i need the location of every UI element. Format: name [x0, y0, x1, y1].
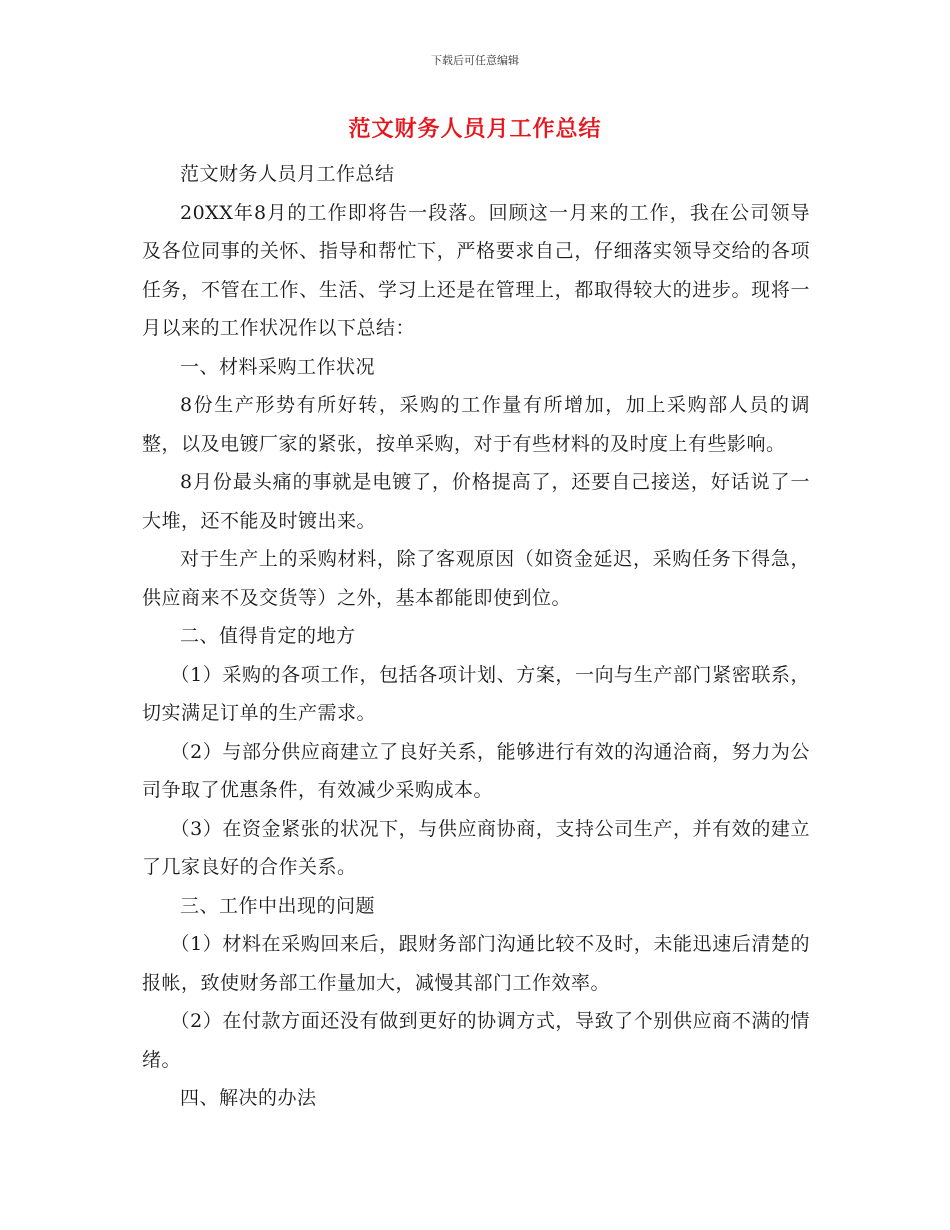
paragraph: 范文财务人员月工作总结 [180, 163, 395, 185]
paragraph: 20XX年8月的工作即将告一段落。回顾这一月来的工作，我在公司领导及各位同事的关怀、指导和帮忙下，严格要求自己，仔细落实领导交给的各项任务，不管在工作、生活、学习上还是在管理上，都取得较大的进步。现将一月以来的工作状况作以下总结： [142, 201, 810, 339]
paragraph: 对于生产上的采购材料，除了客观原因（如资金延迟，采购任务下得急，供应商来不及交货等）之外，基本都能即使到位。 [142, 548, 810, 609]
section-heading: 二、值得肯定的地方 [180, 625, 356, 647]
paragraph: 8月份最头痛的事就是电镀了，价格提高了，还要自己接送，好话说了一大堆，还不能及时镀出来。 [142, 471, 810, 532]
paragraph: （2）与部分供应商建立了良好关系，能够进行有效的沟通洽商，努力为公司争取了优惠条件，有效减少采购成本。 [142, 740, 810, 801]
section-heading: 一、材料采购工作状况 [180, 355, 376, 378]
paragraph: 8份生产形势有所好转，采购的工作量有所增加，加上采购部人员的调整，以及电镀厂家的紧张，按单采购，对于有些材料的及时度上有些影响。 [142, 394, 810, 455]
header-note: 下载后可任意编辑 [431, 54, 519, 67]
paragraph: （1）采购的各项工作，包括各项计划、方案，一向与生产部门紧密联系，切实满足订单的生产需求。 [142, 663, 810, 724]
section-heading: 四、解决的办法 [180, 1087, 317, 1109]
paragraph: （2）在付款方面还没有做到更好的协调方式，导致了个别供应商不满的情绪。 [142, 1010, 810, 1071]
document-body [142, 155, 810, 1118]
section-heading: 三、工作中出现的问题 [180, 894, 376, 917]
paragraph: （1）材料在采购回来后，跟财务部门沟通比较不及时，未能迅速后清楚的报帐，致使财务部工作量加大，减慢其部门工作效率。 [142, 933, 810, 994]
paragraph: （3）在资金紧张的状况下，与供应商协商，支持公司生产，并有效的建立了几家良好的合作关系。 [142, 817, 810, 878]
document-title: 范文财务人员月工作总结 [348, 117, 602, 142]
